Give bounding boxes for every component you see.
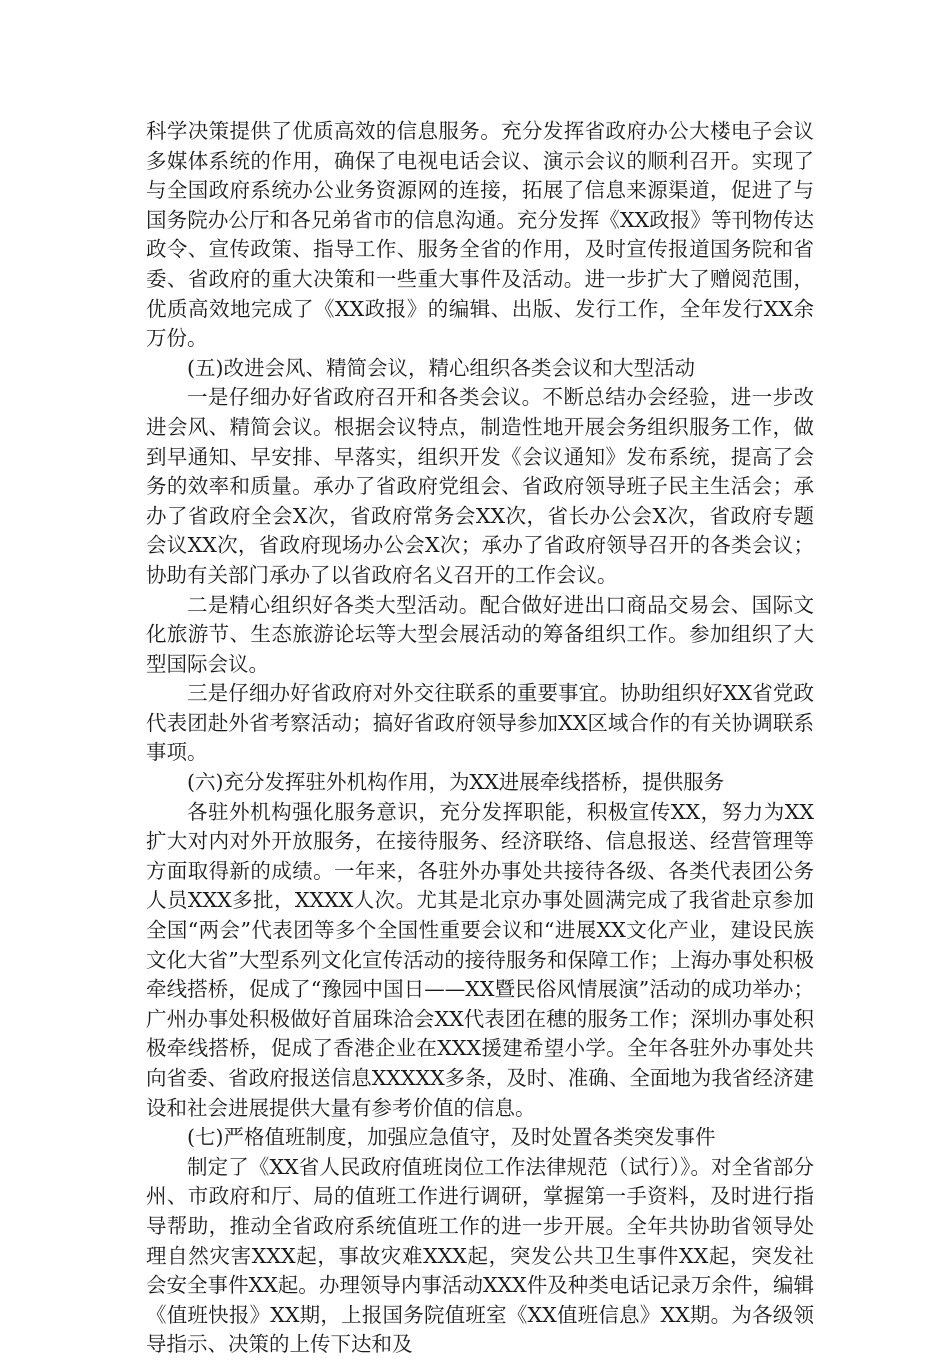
paragraph-offices: 各驻外机构强化服务意识，充分发挥职能，积极宣传XX，努力为XX扩大对内对外开放服务，在接待服务、经济联络、信息报送、经营管理等方面取得新的成绩。一年来，各驻外办事处共接待各级、各类代表团公务人员XXX多批，XXXX人次。尤其是北京办事处圆满完成了我省赴京参加全国“两会”代表团等多个全国性重要会议和“进展XX文化产业，建设民族文化大省”大型系列文化宣传活动的接待服务和保障工作；上海办事处积极牵线搭桥，促成了“豫园中国日——XX暨民俗风情展演”活动的成功举办；广州办事处积极做好首届珠洽会XX代表团在穗的服务工作；深圳办事处积极牵线搭桥，促成了香港企业在XXX援建希望小学。全年各驻外办事处共向省委、省政府报送信息XXXXX多条，及时、准确、全面地为我省经济建设和社会进展提供大量有参考价值的信息。 [146,799,814,1120]
section-heading-5: (五)改进会风、精简会议，精心组织各类会议和大型活动 [187,355,695,380]
paragraph-large-events: 二是精心组织好各类大型活动。配合做好进出口商品交易会、国际文化旅游节、生态旅游论坛等大型会展活动的筹备组织工作。参加组织了大型国际会议。 [146,592,814,676]
section-heading-7: (七)严格值班制度，加强应急值守，及时处置各类突发事件 [187,1125,716,1150]
document-body [146,117,814,1360]
paragraph-info-service: 科学决策提供了优质高效的信息服务。充分发挥省政府办公大楼电子会议多媒体系统的作用，确保了电视电话会议、演示会议的顺利召开。实现了与全国政府系统办公业务资源网的连接，拓展了信息来源渠道，促进了与国务院办公厅和各兄弟省市的信息沟通。充分发挥《XX政报》等刊物传达政令、宣传政策、指导工作、服务全省的作用，及时宣传报道国务院和省委、省政府的重大决策和一些重大事件及活动。进一步扩大了赠阅范围，优质高效地完成了《XX政报》的编辑、出版、发行工作，全年发行XX余万份。 [146,119,814,351]
paragraph-external-affairs: 三是仔细办好省政府对外交往联系的重要事宜。协助组织好XX省党政代表团赴外省考察活动；搞好省政府领导参加XX区域合作的有关协调联系事项。 [146,681,814,765]
paragraph-duty: 制定了《XX省人民政府值班岗位工作法律规范（试行）》。对全省部分州、市政府和厅、局的值班工作进行调研，掌握第一手资料，及时进行指导帮助，推动全省政府系统值班工作的进一步开展。全年共协助省领导处理自然灾害XXX起，事故灾难XXX起，突发公共卫生事件XX起，突发社会安全事件XX起。办理领导内事活动XXX件及种类电话记录万余件，编辑《值班快报》XX期，上报国务院值班室《XX值班信息》XX期。为各级领导指示、决策的上传下达和及 [146,1154,814,1357]
section-heading-6: (六)充分发挥驻外机构作用，为XX进展牵线搭桥，提供服务 [187,770,725,795]
paragraph-meetings: 一是仔细办好省政府召开和各类会议。不断总结办会经验，进一步改进会风、精简会议。根据会议特点，制造性地开展会务组织服务工作，做到早通知、早安排、早落实，组织开发《会议通知》发布系统，提高了会务的效率和质量。承办了省政府党组会、省政府领导班子民主生活会；承办了省政府全会X次，省政府常务会XX次，省长办公会X次，省政府专题会议XX次，省政府现场办公会X次；承办了省政府领导召开的各类会议；协助有关部门承办了以省政府名义召开的工作会议。 [146,385,814,587]
